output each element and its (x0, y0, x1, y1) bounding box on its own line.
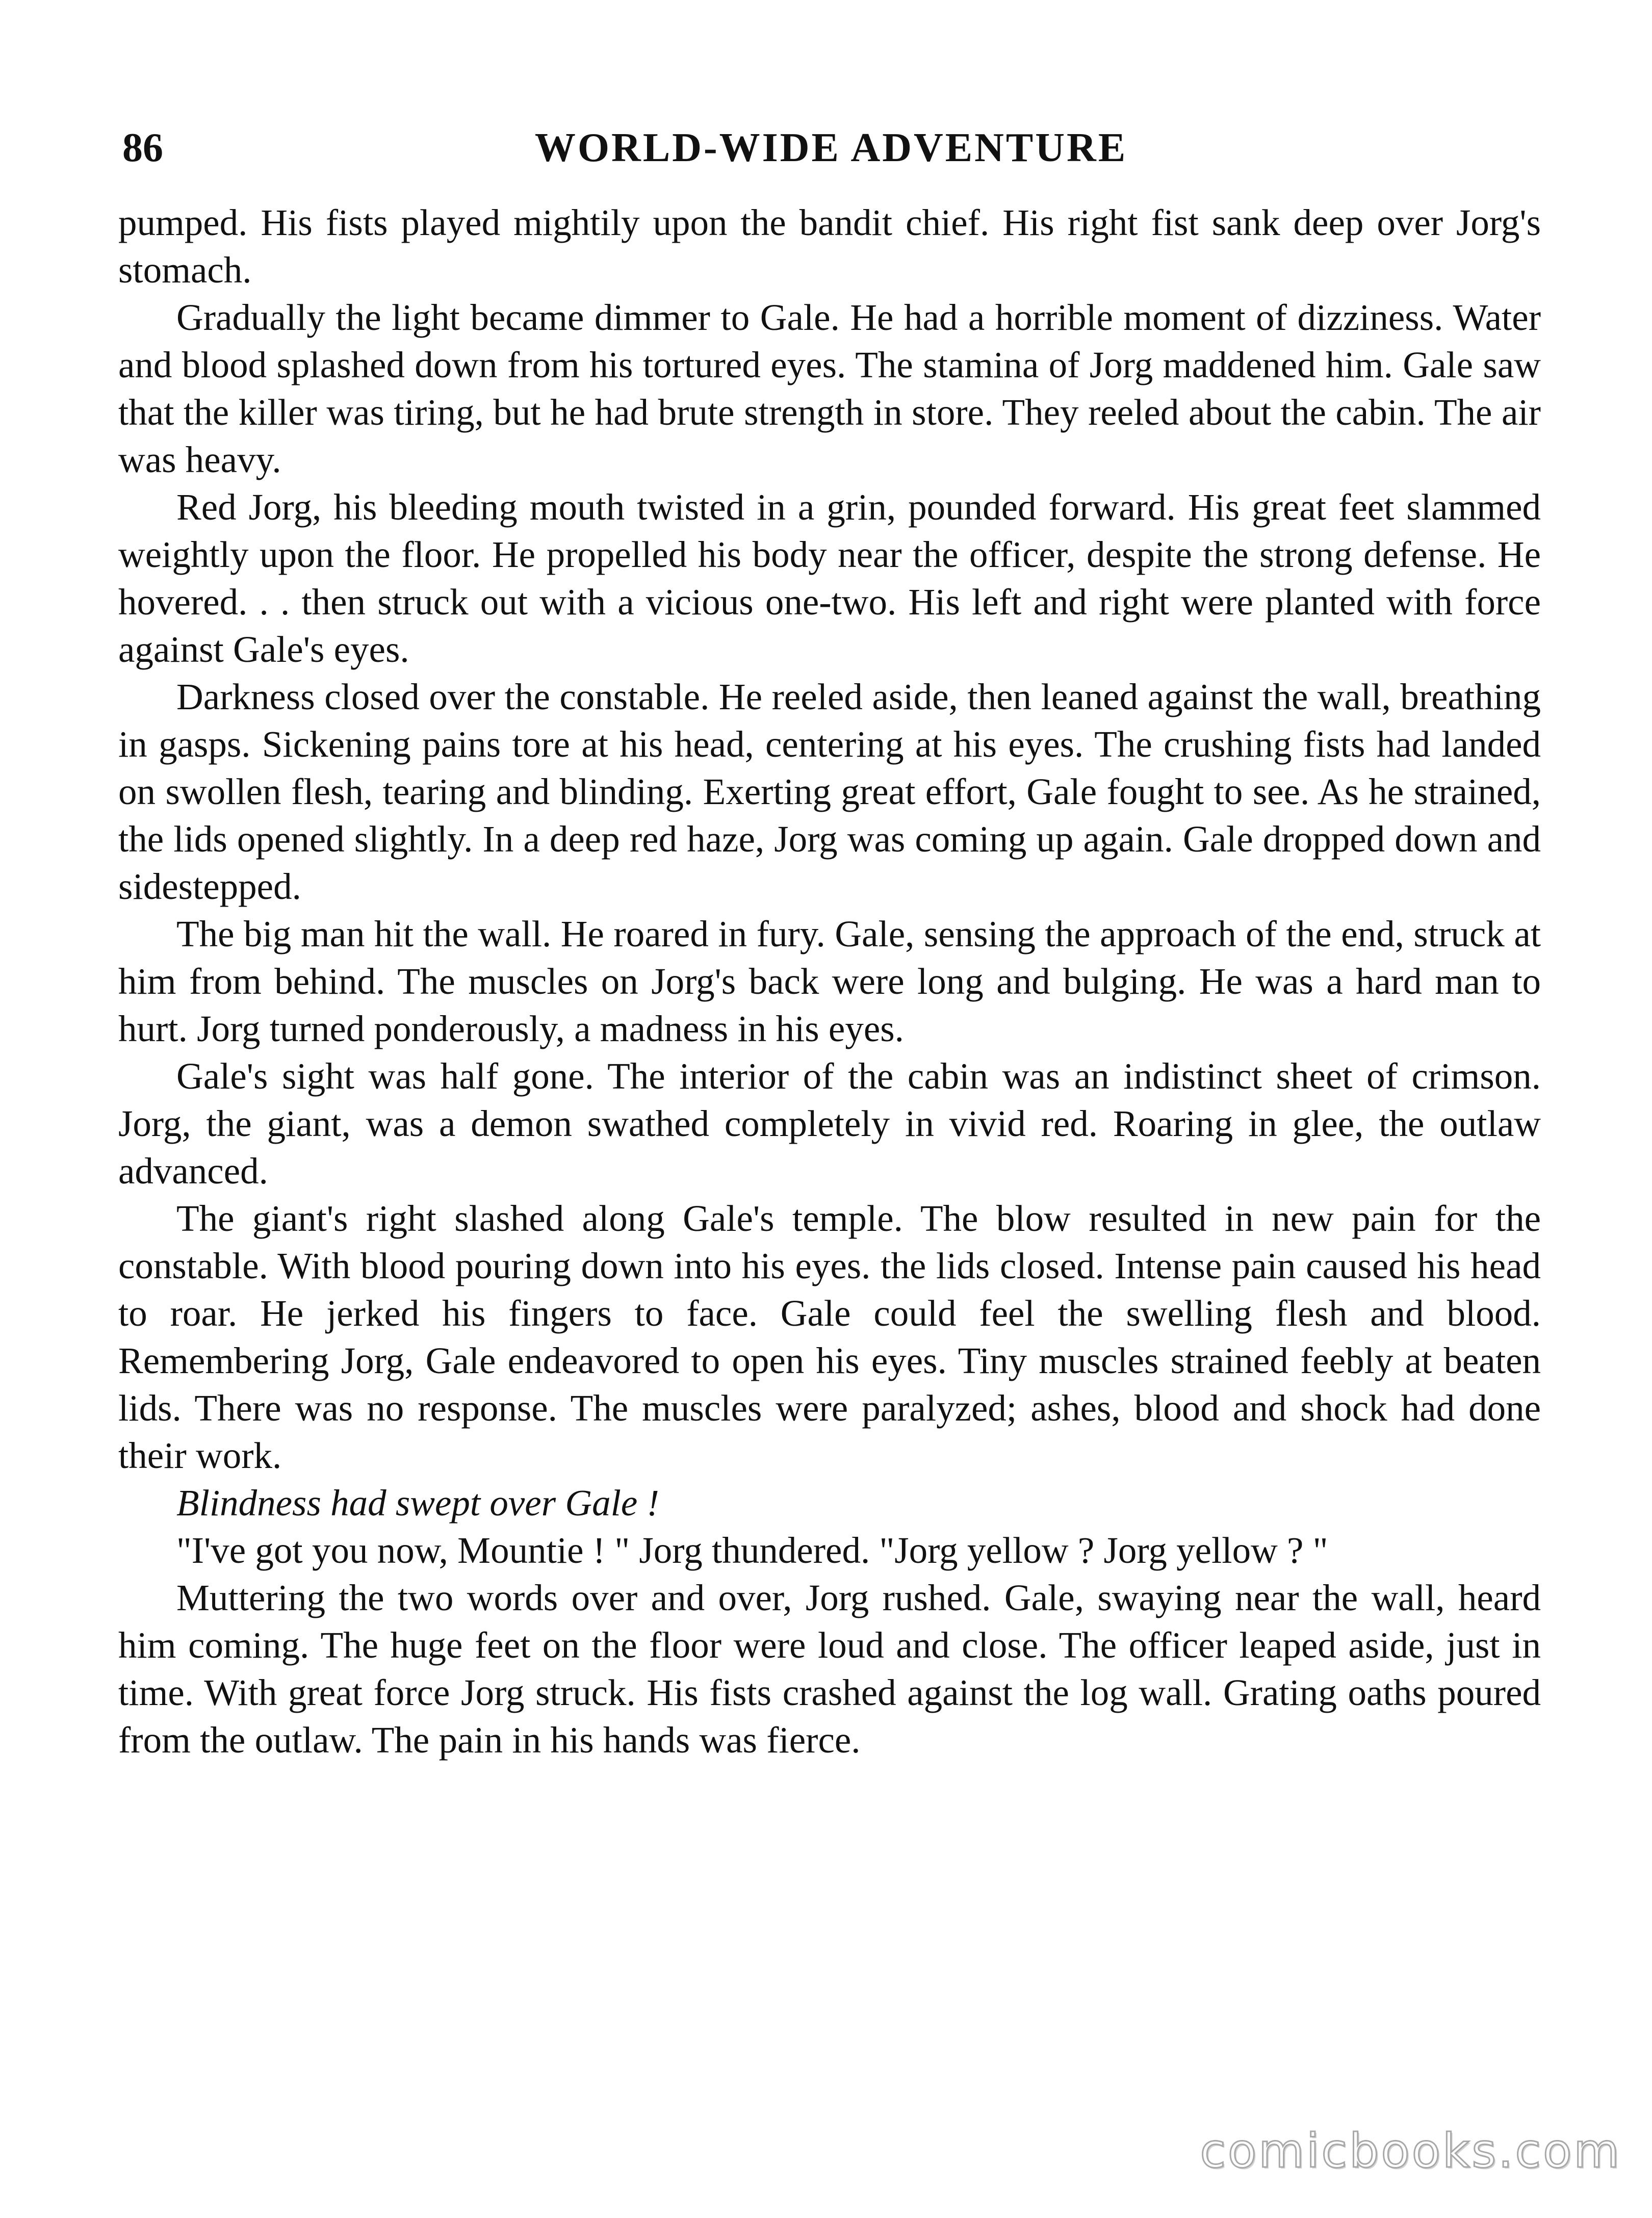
paragraph: Red Jorg, his bleeding mouth twisted in a grin, pounded forward. His great feet slammed weightly upon the floor. He propelled his body near the officer, despite the strong defense. He hovered. . . then struck out with a vicious one-two. His left and right were planted with force against Gale's eyes. (118, 486, 1541, 670)
paragraph: pumped. His fists played mightily upon the bandit chief. His right fist sank deep over Jorg's stomach. (118, 202, 1541, 291)
body-text (118, 199, 1541, 1764)
watermark-text: comicbooks.com (1200, 2124, 1621, 2178)
italic-paragraph: Blindness had swept over Gale ! (176, 1482, 659, 1524)
paragraph: "I've got you now, Mountie ! " Jorg thundered. "Jorg yellow ? Jorg yellow ? " (176, 1530, 1328, 1571)
running-head (122, 120, 1540, 176)
running-title: WORLD-WIDE ADVENTURE (534, 125, 1128, 170)
paragraph: Gradually the light became dimmer to Gale. He had a horrible moment of dizziness. Water and blood splashed down from his tortured eyes. The stamina of Jorg maddened him. Gale saw that the killer was tiring, but he had brute strength in store. They reeled about the cabin. The air was heavy. (118, 297, 1541, 480)
paragraph: Muttering the two words over and over, Jorg rushed. Gale, swaying near the wall, heard him coming. The huge feet on the floor were loud and close. The officer leaped aside, just in time. With great force Jorg struck. His fists crashed against the log wall. Grating oaths poured from the outlaw. The pain in his hands was fierce. (118, 1577, 1541, 1761)
paragraph: The giant's right slashed along Gale's temple. The blow resulted in new pain for the constable. With blood pouring down into his eyes. the lids closed. Intense pain caused his head to roar. He jerked his fingers to face. Gale could feel the swelling flesh and blood. Remembering Jorg, Gale endeavored to open his eyes. Tiny muscles strained feebly at beaten lids. There was no response. The muscles were paralyzed; ashes, blood and shock had done their work. (118, 1198, 1541, 1476)
paragraph: Darkness closed over the constable. He reeled aside, then leaned against the wall, breathing in gasps. Sickening pains tore at his head, centering at his eyes. The crushing fists had landed on swollen flesh, tearing and blinding. Exerting great effort, Gale fought to see. As he strained, the lids opened slightly. In a deep red haze, Jorg was coming up again. Gale dropped down and sidestepped. (118, 676, 1541, 907)
paragraph: The big man hit the wall. He roared in fury. Gale, sensing the approach of the end, struck at him from behind. The muscles on Jorg's back were long and bulging. He was a hard man to hurt. Jorg turned ponderously, a madness in his eyes. (118, 913, 1541, 1049)
paragraph: Gale's sight was half gone. The interior of the cabin was an indistinct sheet of crimson. Jorg, the giant, was a demon swathed completely in vivid red. Roaring in glee, the outlaw advanced. (118, 1055, 1541, 1192)
page-number: 86 (122, 125, 163, 170)
